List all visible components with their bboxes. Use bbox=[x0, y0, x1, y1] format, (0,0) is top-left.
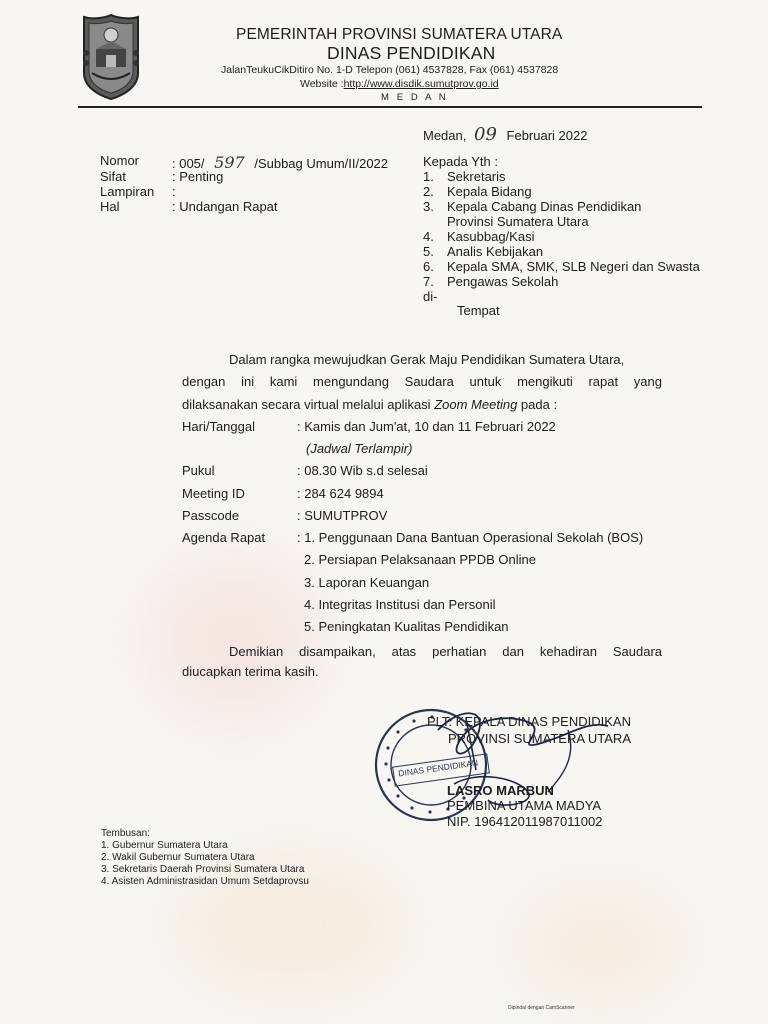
sifat-label: Sifat bbox=[100, 169, 127, 184]
pukul-value: : 08.30 Wib s.d selesai bbox=[297, 463, 428, 478]
letterhead-city: M E D A N bbox=[381, 92, 449, 103]
body-line-3-app: Zoom Meeting bbox=[434, 397, 518, 412]
recipient-item-continued: Provinsi Sumatera Utara bbox=[447, 214, 589, 229]
letterhead-government: PEMERINTAH PROVINSI SUMATERA UTARA bbox=[236, 26, 563, 43]
website-link[interactable]: http://www.disdik.sumutprov.go.id bbox=[343, 78, 499, 90]
signatory-name: LASRO MARBUN bbox=[447, 783, 554, 798]
website-label: Website : bbox=[300, 78, 344, 90]
nomor-handwritten: 597 bbox=[214, 153, 245, 172]
lampiran-label: Lampiran bbox=[100, 184, 155, 199]
hal-label: Hal bbox=[100, 199, 120, 214]
agenda-item: 5. Peningkatan Kualitas Pendidikan bbox=[304, 619, 509, 634]
recipient-number: 6. bbox=[423, 259, 434, 274]
body-line-3-start: dilaksanakan secara virtual melalui aplikasi bbox=[182, 397, 431, 412]
date-prefix: Medan, bbox=[423, 128, 467, 143]
body-line-3-end: pada : bbox=[520, 397, 558, 412]
agenda-item: 4. Integritas Institusi dan Personil bbox=[304, 597, 496, 612]
scan-stain bbox=[150, 560, 320, 720]
recipient-item: Kepala SMA, SMK, SLB Negeri dan Swasta bbox=[447, 259, 700, 274]
nomor-prefix: : 005/ bbox=[172, 156, 205, 171]
recipient-item: Kepala Bidang bbox=[447, 184, 532, 199]
hal-value: : Undangan Rapat bbox=[172, 199, 278, 214]
recipient-number: 4. bbox=[423, 229, 434, 244]
closing-line-2: diucapkan terima kasih. bbox=[182, 664, 319, 679]
closing-line-1: Demikian disampaikan, atas perhatian dan kehadiran Saudara bbox=[229, 644, 662, 659]
body-line-2: dengan ini kami mengundang Saudara untuk mengikuti rapat yang bbox=[182, 374, 662, 389]
recipient-tempat: Tempat bbox=[457, 303, 500, 318]
province-logo-icon bbox=[80, 13, 142, 101]
cc-item: 3. Sekretaris Daerah Provinsi Sumatera Utara bbox=[101, 864, 305, 875]
signatory-nip: NIP. 196412011987011002 bbox=[447, 814, 603, 829]
recipient-di: di- bbox=[423, 289, 438, 304]
sifat-value: : Penting bbox=[172, 169, 224, 184]
pukul-label: Pukul bbox=[182, 463, 215, 478]
body-line-3 bbox=[182, 397, 557, 412]
recipient-number: 7. bbox=[423, 274, 434, 289]
agenda-item: 3. Laporan Keuangan bbox=[304, 575, 430, 590]
letterhead-divider bbox=[78, 106, 702, 108]
cc-item: 1. Gubernur Sumatera Utara bbox=[101, 840, 228, 851]
passcode-label: Passcode bbox=[182, 508, 240, 523]
cc-item: 2. Wakil Gubernur Sumatera Utara bbox=[101, 852, 255, 863]
recipient-number: 3. bbox=[423, 199, 434, 214]
scan-stain bbox=[520, 890, 680, 1000]
hari-label: Hari/Tanggal bbox=[182, 419, 255, 434]
letterhead-agency: DINAS PENDIDIKAN bbox=[327, 43, 496, 63]
nomor-label: Nomor bbox=[100, 153, 140, 168]
agenda-label: Agenda Rapat bbox=[182, 530, 266, 545]
date-day-handwritten: 09 bbox=[474, 124, 497, 145]
agenda-item: : 1. Penggunaan Dana Bantuan Operasional Sekolah (BOS) bbox=[297, 530, 644, 545]
stamp-label: DINAS PENDIDIKAN bbox=[397, 757, 479, 779]
recipient-item: Analis Kebijakan bbox=[447, 244, 544, 259]
body-line-1: Dalam rangka mewujudkan Gerak Maju Pendidikan Sumatera Utara, bbox=[229, 352, 625, 367]
cc-label: Tembusan: bbox=[101, 828, 150, 839]
recipient-item: Kepala Cabang Dinas Pendidikan bbox=[447, 199, 642, 214]
recipient-number: 2. bbox=[423, 184, 434, 199]
signatory-rank: PEMBINA UTAMA MADYA bbox=[447, 798, 602, 813]
cc-item: 4. Asisten Administrasidan Umum Setdaprovsu bbox=[101, 876, 309, 887]
date-month-year: Februari 2022 bbox=[506, 128, 588, 143]
signatory-title-1: PLT. KEPALA DINAS PENDIDIKAN bbox=[427, 714, 631, 729]
jadwal-note: (Jadwal Terlampir) bbox=[306, 441, 413, 456]
lampiran-value: : bbox=[172, 184, 176, 199]
signatory-title-2: PROVINSI SUMATERA UTARA bbox=[448, 731, 631, 746]
recipient-item: Kasubbag/Kasi bbox=[447, 229, 535, 244]
agenda-item: 2. Persiapan Pelaksanaan PPDB Online bbox=[304, 552, 536, 567]
letterhead-address: JalanTeukuCikDitiro No. 1-D Telepon (061) 4537828, Fax (061) 4537828 bbox=[221, 64, 559, 76]
scanner-watermark: Dipindai dengan CamScanner bbox=[508, 1005, 575, 1011]
recipients-intro: Kepada Yth : bbox=[423, 154, 498, 169]
hari-value: : Kamis dan Jum'at, 10 dan 11 Februari 2022 bbox=[297, 419, 556, 434]
meeting-id-value: : 284 624 9894 bbox=[297, 486, 384, 501]
recipient-item: Sekretaris bbox=[447, 169, 506, 184]
recipient-item: Pengawas Sekolah bbox=[447, 274, 559, 289]
letter-date bbox=[423, 124, 587, 145]
meeting-id-label: Meeting ID bbox=[182, 486, 245, 501]
nomor-suffix: /Subbag Umum/II/2022 bbox=[254, 156, 389, 171]
recipient-number: 5. bbox=[423, 244, 434, 259]
recipient-number: 1. bbox=[423, 169, 434, 184]
passcode-value: : SUMUTPROV bbox=[297, 508, 388, 523]
letterhead-website bbox=[300, 78, 499, 90]
